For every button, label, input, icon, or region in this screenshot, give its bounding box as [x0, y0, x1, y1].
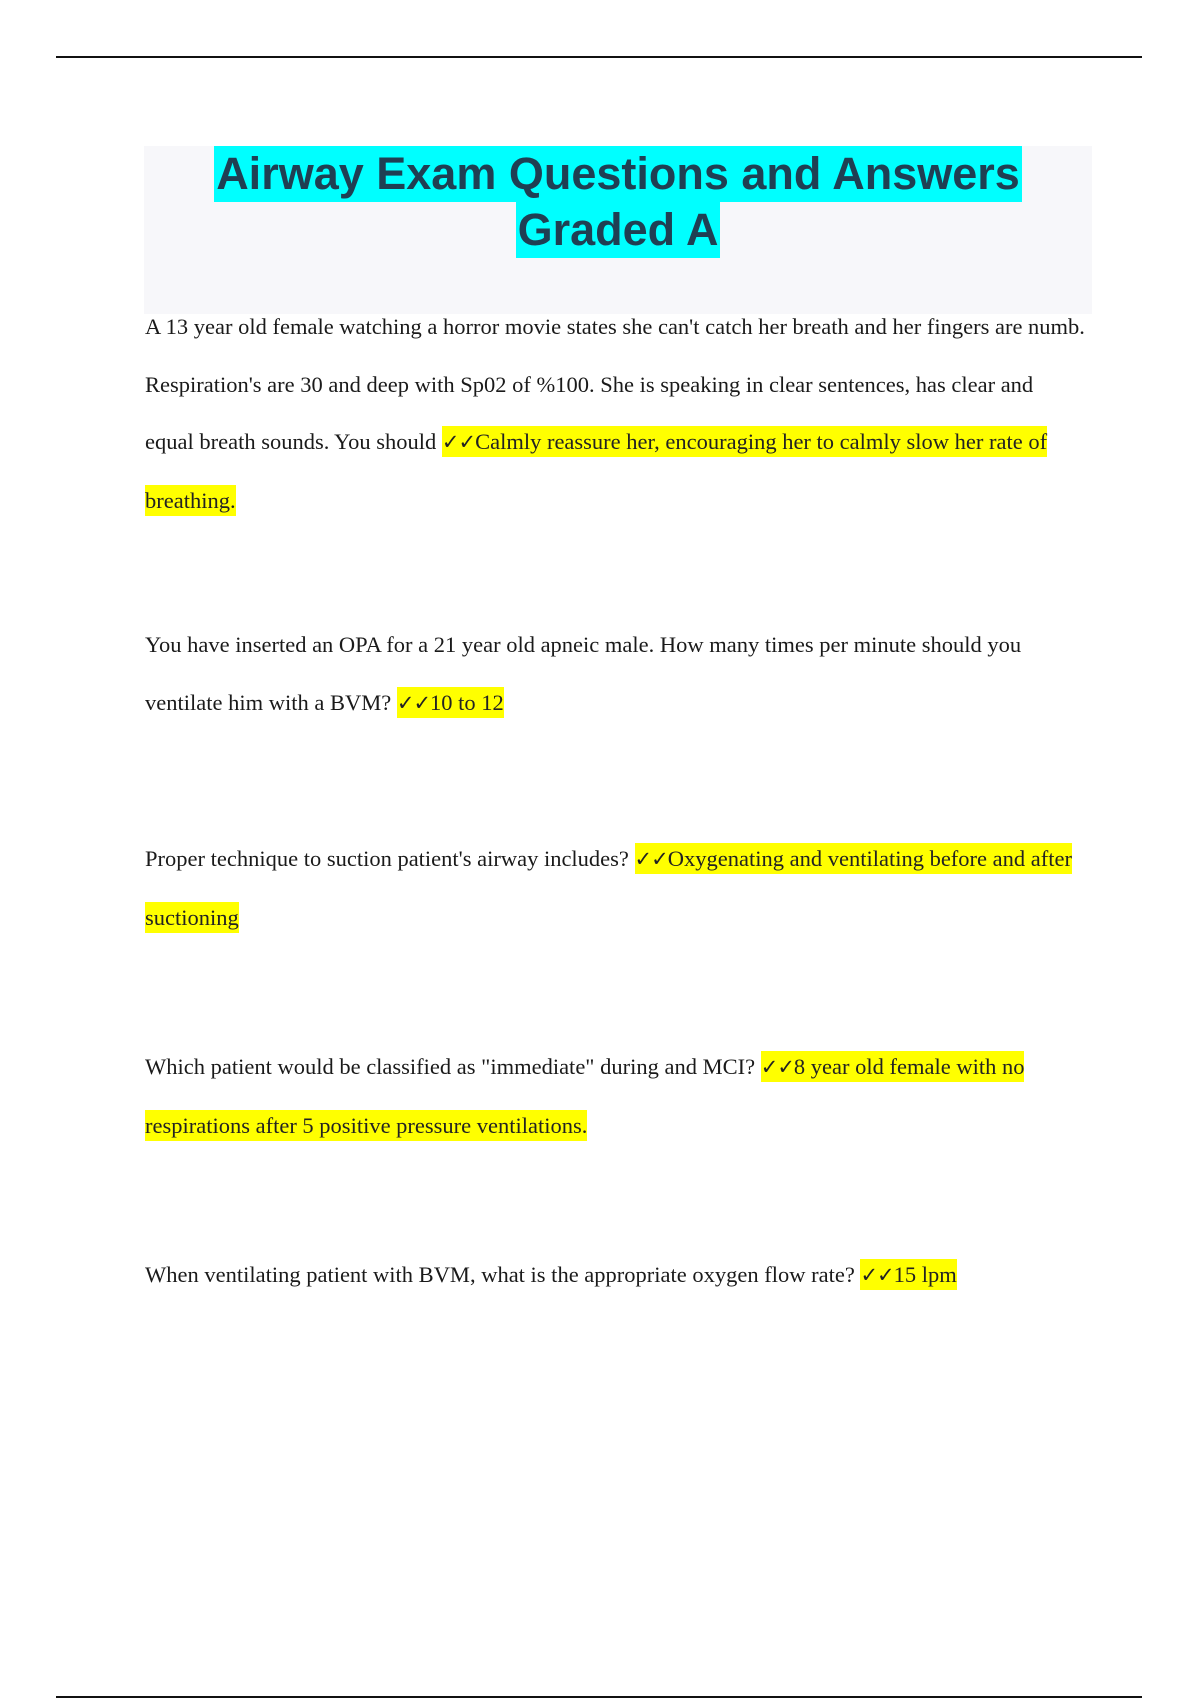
answer-value: 15 lpm — [893, 1262, 957, 1287]
answer-value: 10 to 12 — [430, 689, 504, 715]
double-check-icon: ✓✓ — [860, 1263, 894, 1287]
double-check-icon: ✓✓ — [396, 690, 431, 715]
double-check-icon: ✓✓ — [441, 430, 476, 454]
question-text: A 13 year old female watching a horror movie states she can't catch her breath and her fingers are numb. Respiration's are 30 and deep with Sp02 of %100. She is speaking in clear sentences, has clear and equal breath sounds. You should — [145, 314, 1085, 454]
qa-item-1 — [145, 298, 1085, 529]
header-rule — [56, 56, 1142, 58]
question-text: Which patient would be classified as "immediate" during and MCI? — [145, 1054, 756, 1079]
title-line-1: Airway Exam Questions and Answers — [214, 146, 1022, 202]
qa-item-4 — [145, 1038, 1085, 1154]
answer-value: Calmly reassure her, encouraging her to calmly slow her rate of breathing. — [145, 429, 1048, 513]
question-text: When ventilating patient with BVM, what is the appropriate oxygen flow rate? — [145, 1262, 855, 1287]
answer-value: 8 year old female with no respirations after 5 positive pressure ventilations. — [145, 1054, 1025, 1138]
question-text: You have inserted an OPA for a 21 year old apneic male. How many times per minute should you ventilate him with a BVM? — [145, 632, 1022, 715]
answer-text — [860, 1259, 956, 1290]
title-block — [144, 146, 1092, 314]
answer-text — [397, 687, 504, 718]
double-check-icon: ✓✓ — [634, 847, 668, 871]
answer-value: Oxygenating and ventilating before and after suctioning — [145, 846, 1072, 930]
qa-item-5 — [145, 1246, 1085, 1305]
footer-rule — [56, 1696, 1142, 1698]
qa-item-3 — [145, 830, 1085, 946]
double-check-icon: ✓✓ — [760, 1055, 794, 1079]
question-text: Proper technique to suction patient's airway includes? — [145, 846, 629, 871]
title-line-2: Graded A — [516, 202, 721, 258]
qa-item-2 — [145, 616, 1085, 732]
